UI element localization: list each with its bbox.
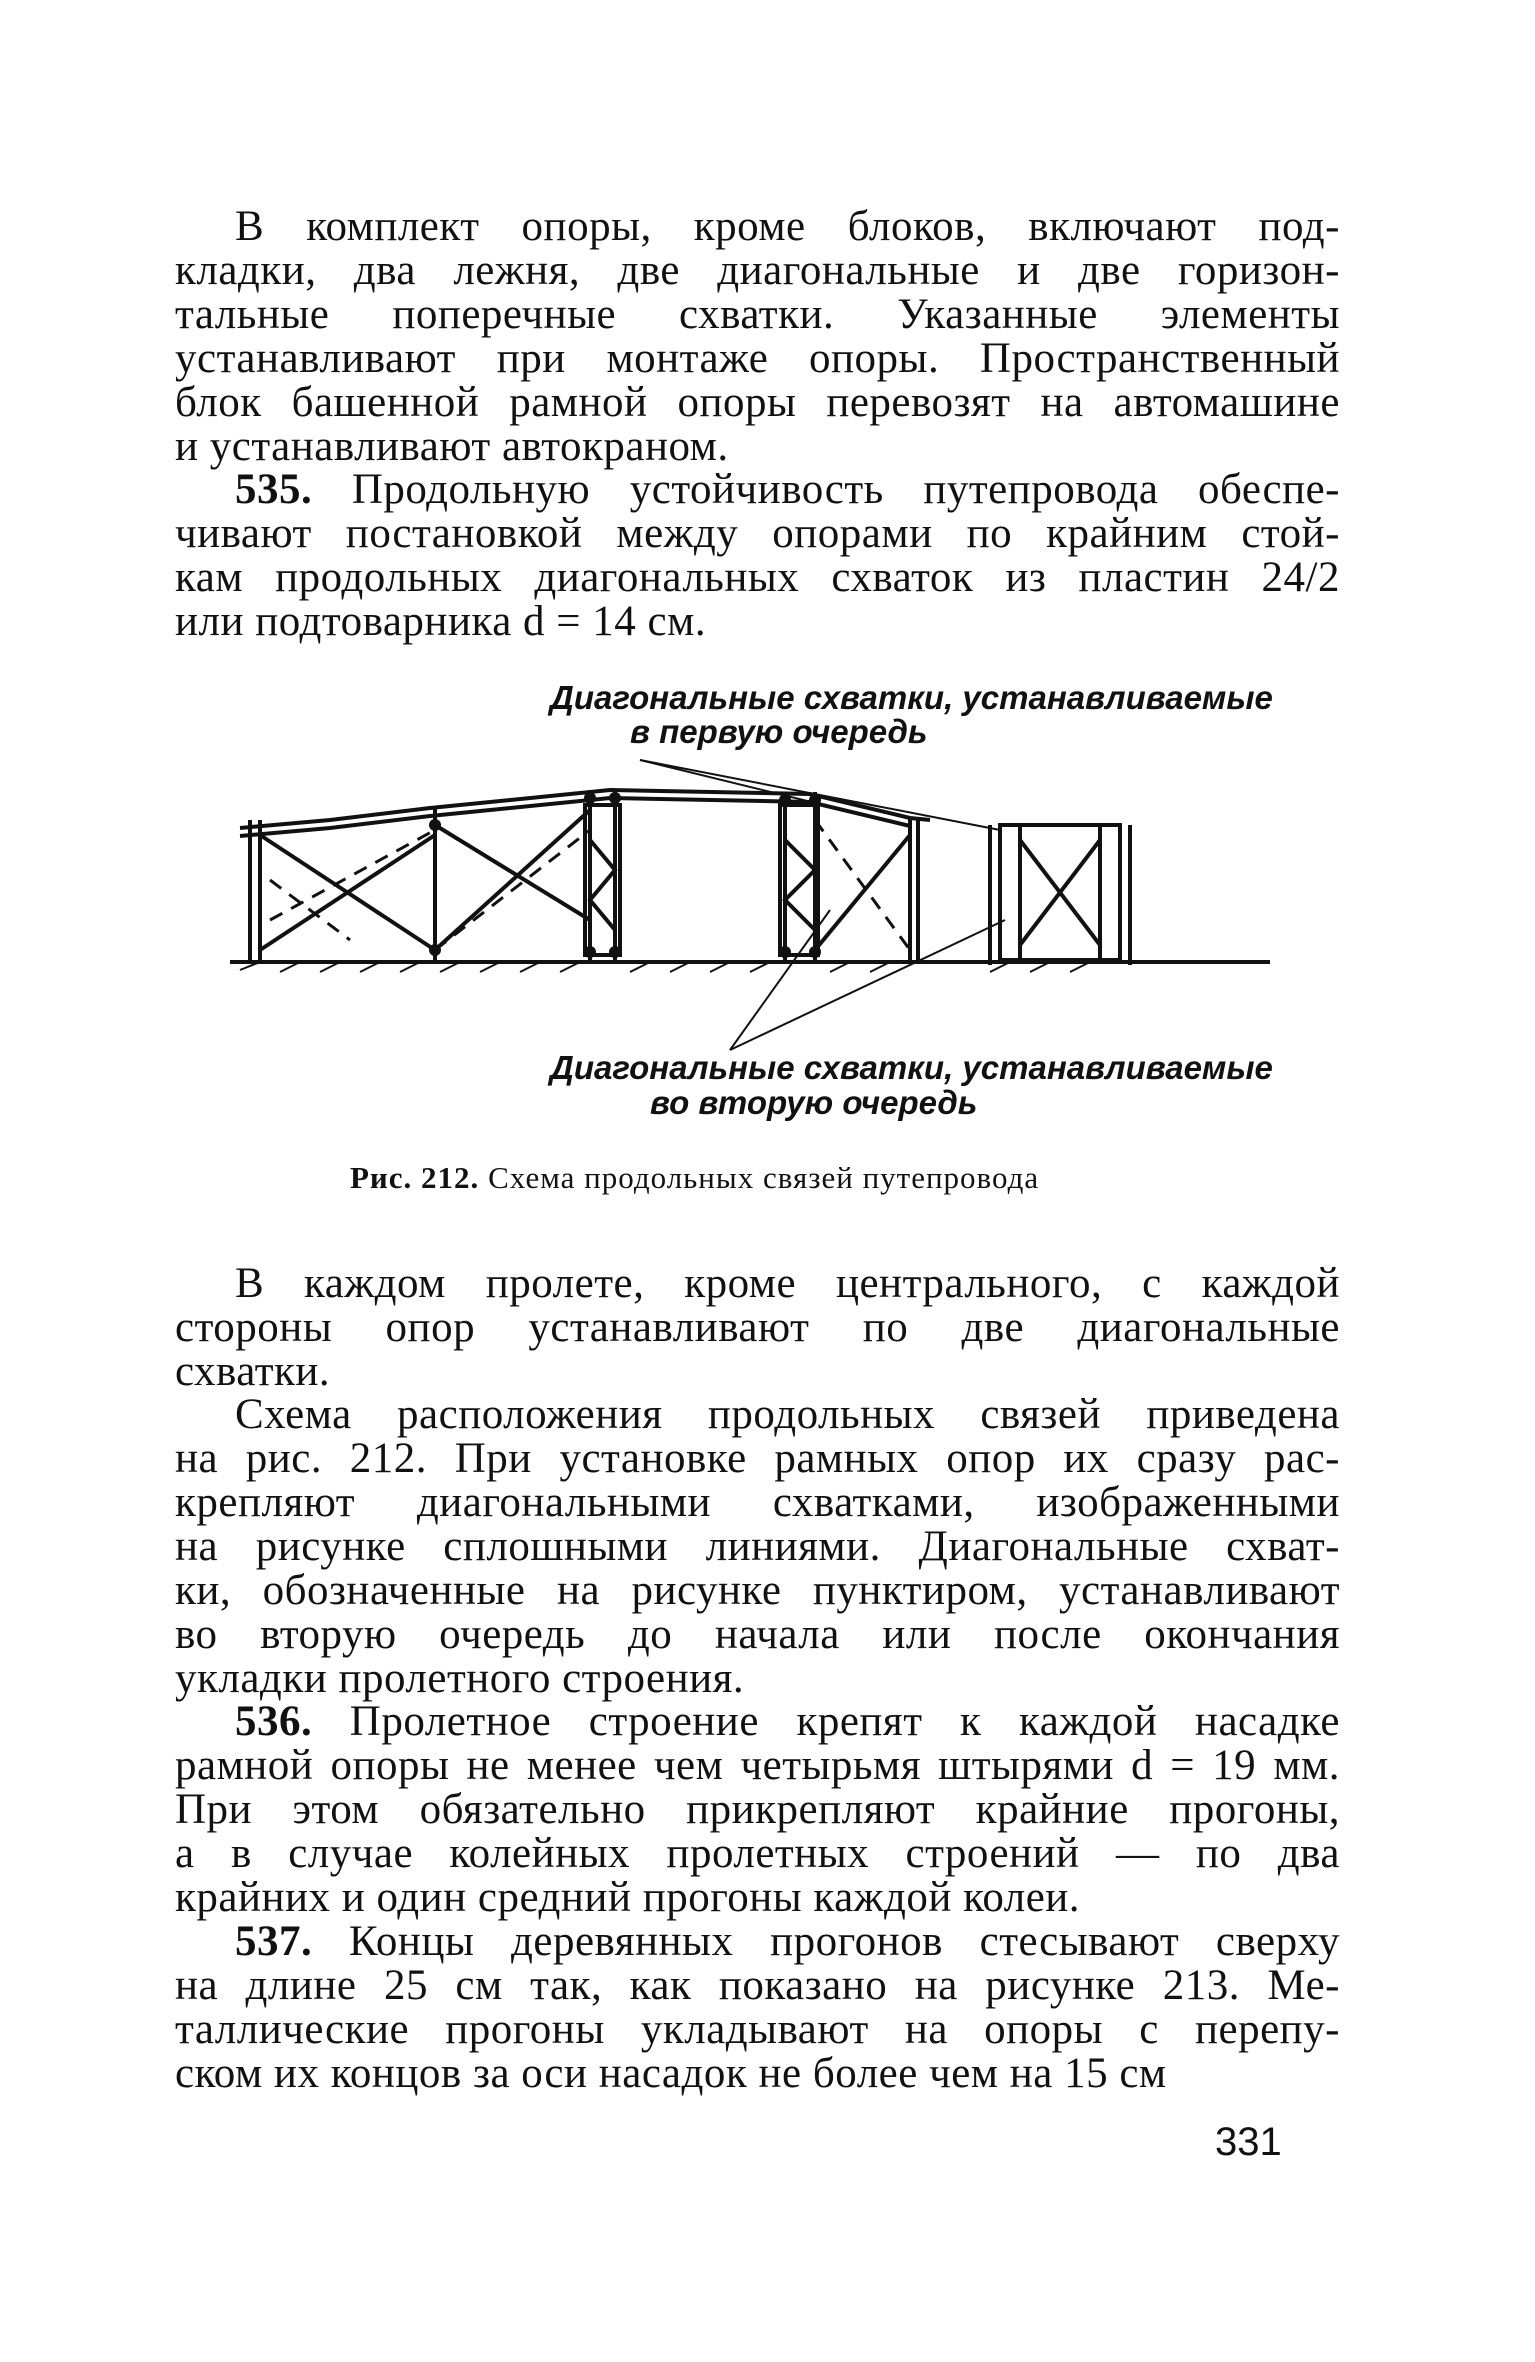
text-line: В комплект опоры, кроме блоков, включают под- xyxy=(235,203,1340,250)
text-line: кам продольных диагональных схваток из пластин 24/2 xyxy=(175,554,1340,601)
caption-text: Схема продольных связей путепровода xyxy=(488,1160,1040,1195)
paragraph-intro xyxy=(175,205,1340,469)
text-line: кладки, два лежня, две диагональные и две горизон- xyxy=(175,247,1340,294)
text-line: на рисунке сплошными линиями. Диагональные схват- xyxy=(175,1523,1340,1570)
cross-section-frame xyxy=(990,825,1130,965)
text-line: ки, обозначенные на рисунке пунктиром, устанавливают xyxy=(175,1567,1340,1614)
figure-212 xyxy=(230,680,1310,1160)
text-line: укладки пролетного строения. xyxy=(175,1655,745,1702)
text-line-content: Концы деревянных прогонов стесывают сверху xyxy=(348,1918,1341,1965)
paragraph-536 xyxy=(175,1700,1340,1920)
text-line: во вторую очередь до начала или после окончания xyxy=(175,1611,1340,1658)
paragraph-scheme xyxy=(175,1393,1340,1701)
text-line: схватки. xyxy=(175,1348,331,1395)
text-line: стороны опор устанавливают по две диагональные xyxy=(175,1304,1340,1351)
text-line xyxy=(175,1920,1340,1964)
paragraph-537 xyxy=(175,1920,1340,2096)
text-line-content: Продольную устойчивость путепровода обеспе- xyxy=(351,466,1340,513)
page-number: 331 xyxy=(1215,2120,1282,2164)
text-line: При этом обязательно прикрепляют крайние прогоны, xyxy=(175,1786,1340,1833)
text-line: тальные поперечные схватки. Указанные элементы xyxy=(175,291,1340,338)
text-line: Схема расположения продольных связей приведена xyxy=(235,1391,1340,1438)
text-line: а в случае колейных пролетных строений — по два xyxy=(175,1830,1340,1877)
text-line-content: Пролетное строение крепят к каждой насадке xyxy=(349,1698,1341,1745)
text-line: устанавливают при монтаже опоры. Пространственный xyxy=(175,335,1340,382)
section-number: 537. xyxy=(235,1918,313,1965)
figure-label-second-stage-line2: во вторую очередь xyxy=(650,1084,978,1121)
paragraph-535 xyxy=(175,468,1340,644)
text-line: и устанавливают автокраном. xyxy=(175,423,729,470)
text-line: на длине 25 см так, как показано на рисунке 213. Ме- xyxy=(175,1962,1340,2009)
figure-label-first-stage: Диагональные схватки, устанавливаемые xyxy=(550,679,1273,716)
text-line: или подтоварника d = 14 см. xyxy=(175,598,707,645)
caption-number: Рис. 212. xyxy=(350,1160,480,1195)
text-line: чивают постановкой между опорами по крайним стой- xyxy=(175,510,1340,557)
paragraph-spans xyxy=(175,1262,1340,1394)
figure-caption xyxy=(350,1160,1250,1196)
text-line: В каждом пролете, кроме центрального, с каждой xyxy=(235,1260,1340,1307)
text-line: блок башенной рамной опоры перевозят на автомашине xyxy=(175,379,1340,426)
text-line xyxy=(175,468,1340,512)
text-line: рамной опоры не менее чем четырьмя штырями d = 19 мм. xyxy=(175,1742,1340,1789)
section-number: 535. xyxy=(235,466,313,513)
text-line: на рис. 212. При установке рамных опор их сразу рас- xyxy=(175,1435,1340,1482)
text-line: крепляют диагональными схватками, изображенными xyxy=(175,1479,1340,1526)
text-line: крайних и один средний прогоны каждой колеи. xyxy=(175,1874,1081,1921)
text-line: таллические прогоны укладывают на опоры с перепу- xyxy=(175,2006,1340,2053)
figure-label-first-stage-line2: в первую очередь xyxy=(630,713,928,750)
text-line: ском их концов за оси насадок не более чем на 15 см xyxy=(175,2050,1167,2097)
figure-label-second-stage: Диагональные схватки, устанавливаемые xyxy=(550,1049,1273,1086)
section-number: 536. xyxy=(235,1698,313,1745)
text-line xyxy=(175,1700,1340,1744)
